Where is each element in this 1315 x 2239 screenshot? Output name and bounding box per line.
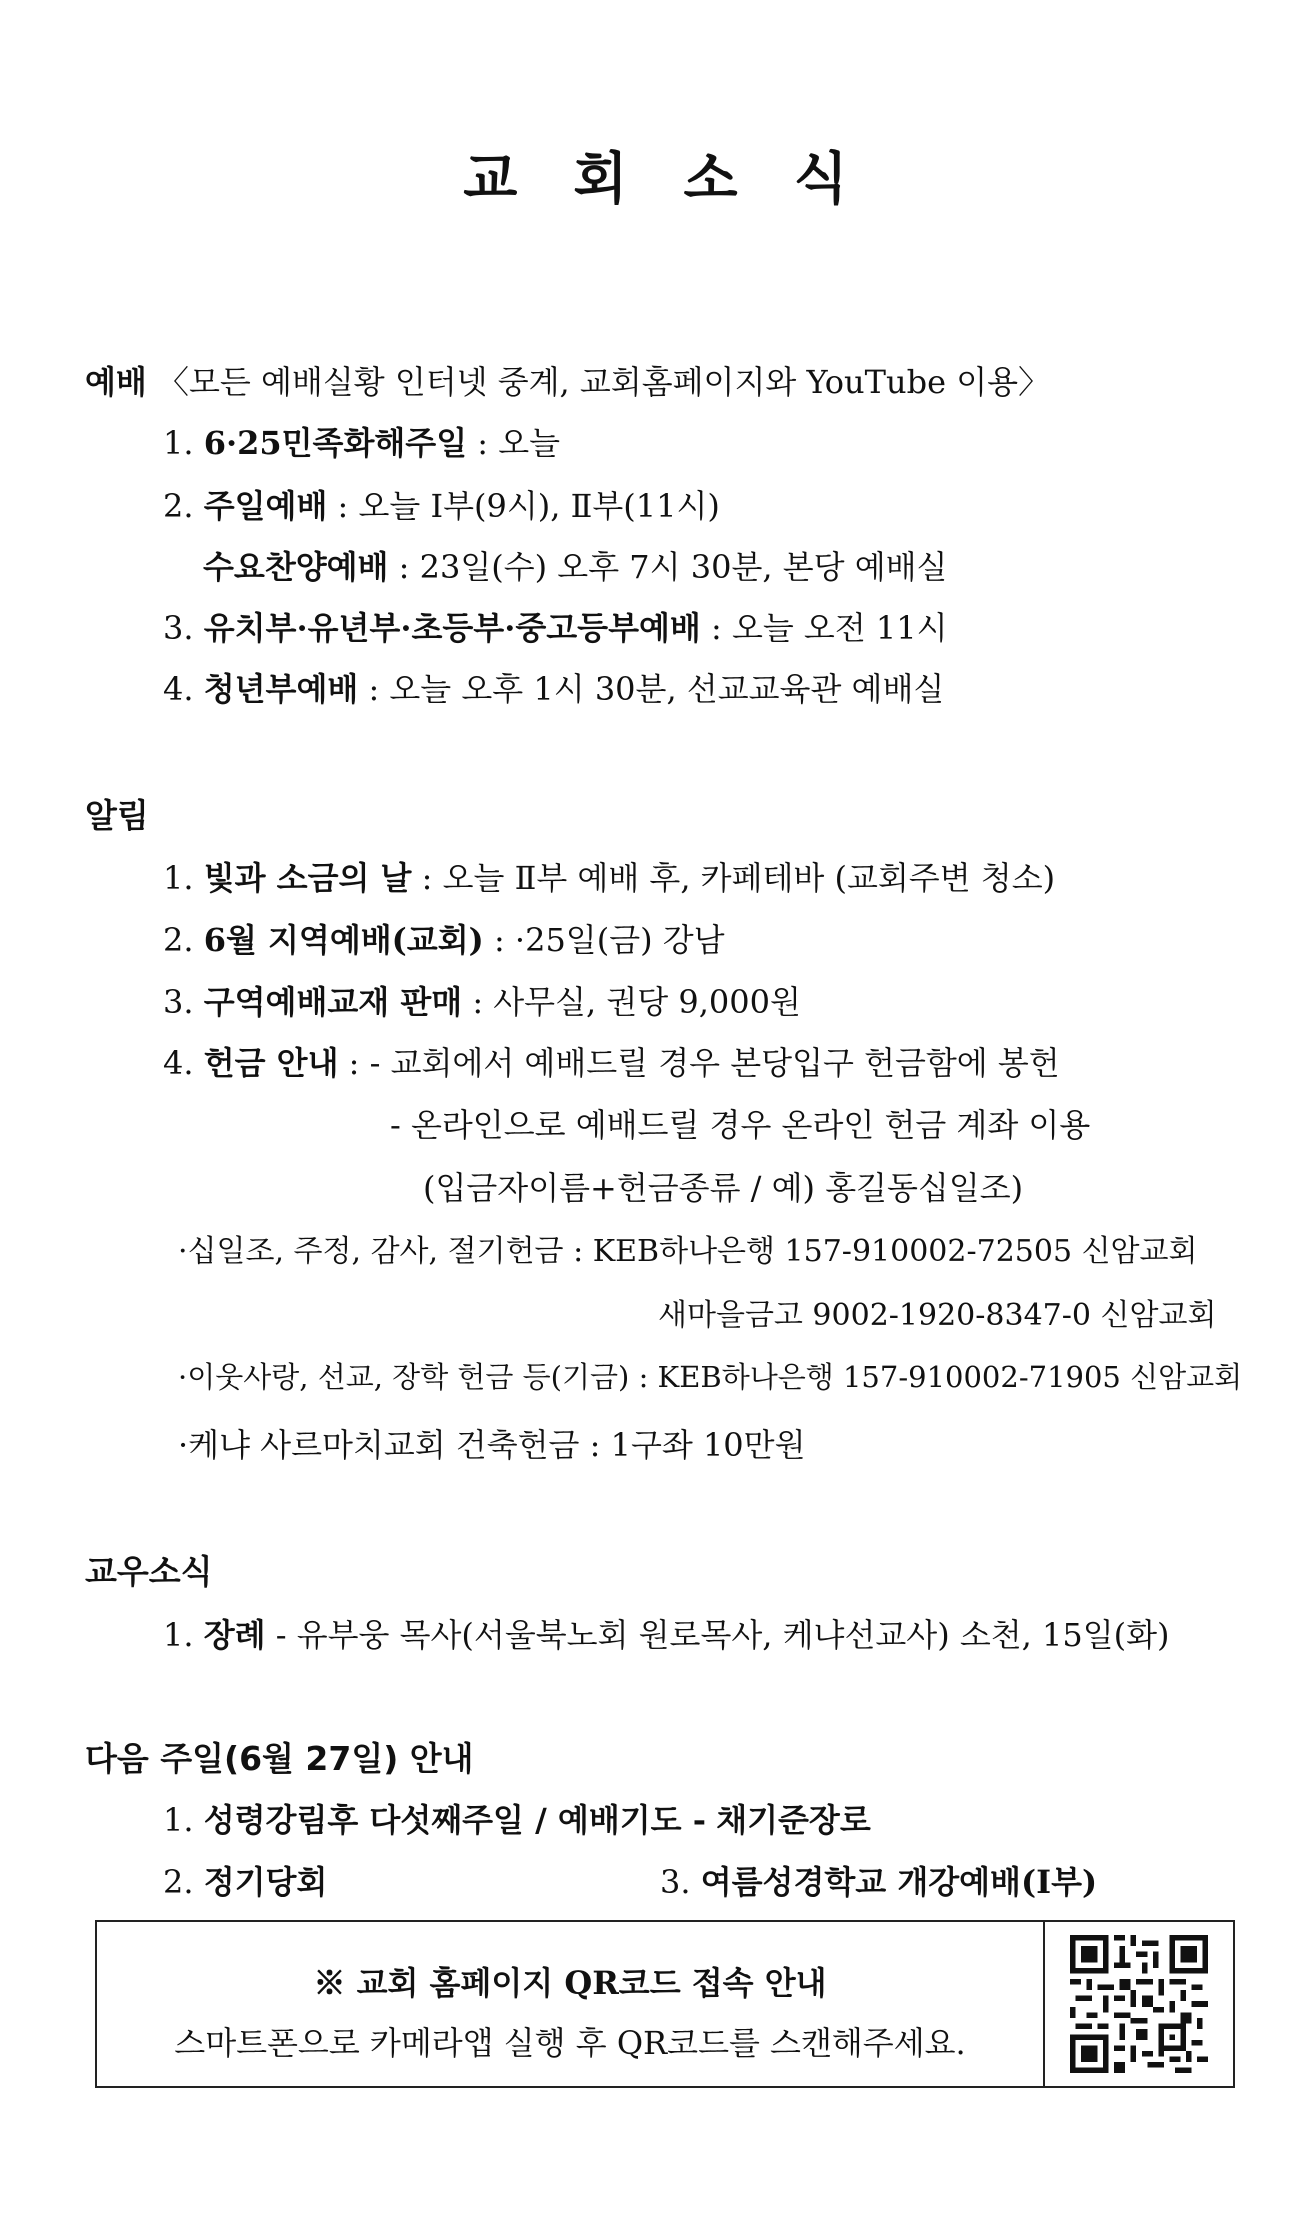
item-text: : ·25일(금) 강남 (493, 921, 725, 959)
item-text: : - 교회에서 예배드릴 경우 본당입구 헌금함에 봉헌 (348, 1044, 1060, 1082)
item-label: 헌금 안내 (203, 1044, 339, 1082)
item-label: 수요찬양예배 (203, 548, 389, 586)
account-row (178, 1226, 1198, 1270)
item-label: 청년부예배 (203, 670, 359, 708)
qr-box-divider (1043, 1920, 1045, 2088)
title-char: 회 (573, 147, 632, 212)
next-week-item (660, 1857, 1097, 1903)
offering-line-2: - 온라인으로 예배드릴 경우 온라인 헌금 계좌 이용 (390, 1106, 1091, 1144)
worship-heading: 예배 (85, 363, 147, 401)
item-label: 6월 지역예배(교회) (203, 921, 484, 959)
item-label: 주일예배 (203, 487, 328, 525)
item-number: 2. (163, 1863, 194, 1901)
notice-item (163, 853, 1055, 899)
qr-code-icon[interactable] (1070, 1935, 1208, 2073)
item-number: 1. (163, 1801, 194, 1839)
next-week-heading: 다음 주일(6월 27일) 안내 (85, 1739, 474, 1778)
item-number: 2. (163, 921, 194, 959)
title-char: 교 (463, 147, 522, 212)
item-bold: 채기준장로 (716, 1801, 871, 1839)
item-label: 구역예배교재 판매 (203, 983, 463, 1021)
item-number: 2. (163, 487, 194, 525)
page-title (0, 135, 1315, 215)
item-text: : 사무실, 권당 9,000원 (472, 983, 801, 1021)
worship-item (163, 418, 560, 464)
item-number: 3. (163, 983, 194, 1021)
notice-item (163, 1038, 1060, 1084)
item-text: 성령강림후 다섯째주일 / 예배기도 - (203, 1801, 707, 1839)
account-value: : KEB하나은행 157-910002-71905 신암교회 (638, 1360, 1243, 1394)
item-text: - 유부웅 목사(서울북노회 원로목사, 케냐선교사) 소천, 15일(화) (275, 1616, 1170, 1654)
item-number: 4. (163, 1044, 194, 1082)
item-text: 정기당회 (203, 1863, 328, 1901)
item-label: 빛과 소금의 날 (203, 859, 412, 897)
item-text: : 오늘 Ⅱ부 예배 후, 카페테바 (교회주변 청소) (421, 859, 1056, 897)
item-text: : 오늘 오전 11시 (710, 609, 948, 647)
next-week-item (163, 1795, 871, 1841)
notice-item (163, 915, 725, 961)
account-value: : KEB하나은행 157-910002-72505 신암교회 (573, 1234, 1198, 1269)
next-week-item (163, 1857, 327, 1903)
kenya-row (178, 1420, 806, 1466)
members-item (163, 1610, 1170, 1656)
notice-heading: 알림 (85, 796, 149, 835)
item-label: 유치부·유년부·초등부·중고등부예배 (203, 609, 701, 647)
item-number: 1. (163, 424, 194, 462)
item-label: 6·25민족화해주일 (203, 424, 468, 462)
item-number: 3. (660, 1863, 691, 1901)
worship-item (163, 481, 720, 527)
account-label: ·이웃사랑, 선교, 장학 헌금 등(기금) (178, 1360, 630, 1394)
item-text: : 오늘 Ⅰ부(9시), Ⅱ부(11시) (337, 487, 720, 525)
qr-box-title: ※ 교회 홈페이지 QR코드 접속 안내 (313, 1964, 827, 2002)
offering-line-3: (입금자이름+헌금종류 / 예) 홍길동십일조) (423, 1169, 1024, 1207)
item-text: : 오늘 (477, 424, 561, 462)
item-number: 3. (163, 609, 194, 647)
worship-item (163, 603, 948, 649)
worship-heading-row (85, 357, 1050, 403)
account-row: 새마을금고 9002-1920-8347-0 신암교회 (658, 1298, 1217, 1333)
qr-box-instructions: 스마트폰으로 카메라앱 실행 후 QR코드를 스캔해주세요. (174, 2024, 966, 2062)
item-text: : 오늘 오후 1시 30분, 선교교육관 예배실 (368, 670, 945, 708)
item-number: 1. (163, 859, 194, 897)
title-char: 식 (793, 147, 852, 212)
item-text: : 23일(수) 오후 7시 30분, 본당 예배실 (398, 548, 948, 586)
kenya-value: : 1구좌 10만원 (589, 1426, 806, 1464)
item-number: 4. (163, 670, 194, 708)
notice-item (163, 977, 801, 1023)
worship-heading-note: 〈모든 예배실황 인터넷 중계, 교회홈페이지와 YouTube 이용〉 (157, 363, 1051, 401)
members-heading: 교우소식 (85, 1552, 213, 1591)
account-label: ·십일조, 주정, 감사, 절기헌금 (178, 1234, 564, 1269)
item-label: 장례 (203, 1616, 266, 1654)
item-text: 여름성경학교 개강예배(Ⅰ부) (700, 1863, 1098, 1901)
kenya-label: ·케냐 사르마치교회 건축헌금 (178, 1426, 580, 1464)
title-char: 소 (683, 147, 742, 212)
worship-item (163, 664, 944, 710)
account-row (178, 1355, 1242, 1396)
item-number: 1. (163, 1616, 194, 1654)
worship-item (203, 542, 947, 588)
